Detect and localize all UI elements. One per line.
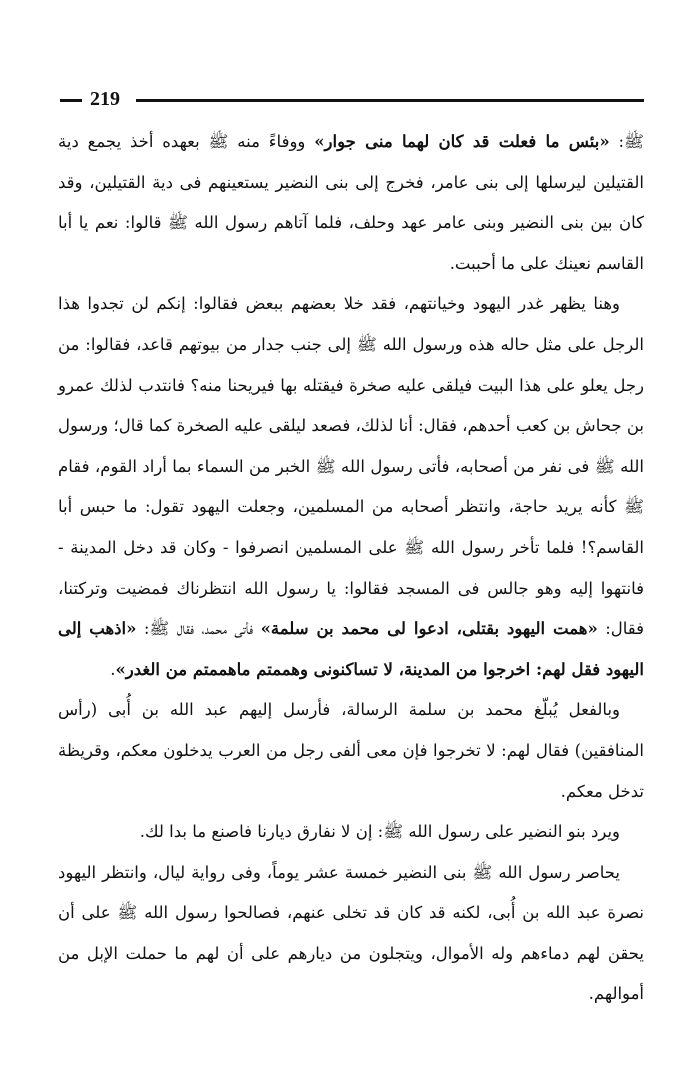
body-text: يحاصر رسول الله ﷺ بنى النضير خمسة عشر يوماً، وفى رواية ليال، وانتظر اليهود نصرة عبد الله بن أُبى، لكنه قد كان قد تخلى عنهم، فصالحوا رسول الله ﷺ على أن يحقن لهم دماءهم وله الأموال، ويتجلون من ديارهم على أن لهم ما حملت الإبل من أموالهم. xyxy=(58,862,644,1004)
body-text: وهنا يظهر غدر اليهود وخيانتهم، فقد خلا بعضهم ببعض فقالوا: إنكم لن تجدوا هذا الرجل على مثل حاله هذه ورسول الله ﷺ إلى جنب جدار من بيوتهم قاعد، فقالوا: من رجل يعلو على هذا البيت فيلقى عليه صخرة فيقتله بها فيريحنا منه؟ فانتدب لذلك عمرو بن جحاش بن كعب أحدهم، فقال: أنا لذلك، فصعد ليلقى عليه الصخرة كما قال؛ ورسول الله ﷺ فى نفر من أصحابه، فأتى رسول الله ﷺ الخبر من السماء بما أراد القوم، فقام ﷺ كأنه يريد حاجة، وانتظر أصحابه من المسلمين، وجعلت اليهود تقول: ما حبس أبا القاسم؟! فلما تأخر رسول الله ﷺ على المسلمين انصرفوا - وكان قد دخل المدينة - فانتهوا إليه وهو جالس فى المسجد فقالوا: يا رسول الله انتظرناك فمضيت وتركتنا، فقال: xyxy=(58,294,645,639)
quote-text: «اذهب إلى اليهود فقل لهم: اخرجوا من المدينة، لا تساكنونى وهممتم ماهممتم من الغدر» xyxy=(58,619,644,679)
quote-text: «همت اليهود بقتلى، ادعوا لى محمد بن سلمة» xyxy=(260,619,598,639)
body-text: فأتى محمد، فقال ﷺ: xyxy=(136,619,261,639)
header-rule-short xyxy=(60,99,82,102)
body-text: . xyxy=(110,659,116,679)
body-text: وبالفعل يُبلّغ محمد بن سلمة الرسالة، فأرسل إليهم عبد الله بن أُبى (رأس المنافقين) فقال لهم: لا تخرجوا فإن معى ألفى رجل من العرب يدخلون معكم، وقريظة تدخل معكم. xyxy=(58,700,644,801)
header-rule-long xyxy=(136,99,644,102)
paragraph xyxy=(58,853,644,1015)
body-text: ووفاءً منه ﷺ بعهده أخذ يجمع دية القتيلين ليرسلها إلى بنى عامر، فخرج إلى بنى النضير يستعينهم فى دية القتيلين، وقد كان بين بنى النضير وبنى عامر عهد وحلف، فلما آتاهم رسول الله ﷺ قالوا: نعم يا أبا القاسم نعينك على ما أحببت. xyxy=(58,132,644,273)
page-header xyxy=(60,86,644,112)
page-number: 219 xyxy=(90,88,120,110)
quote-text: «بئس ما فعلت قد كان لهما منى جوار» xyxy=(314,132,610,151)
body-text: ويرد بنو النضير على رسول الله ﷺ: إن لا نفارق ديارنا فاصنع ما بدا لك. xyxy=(139,822,620,842)
paragraph xyxy=(58,812,644,853)
paragraph xyxy=(58,122,644,284)
paragraph xyxy=(58,284,644,690)
paragraph xyxy=(58,690,644,812)
page-body xyxy=(58,122,644,1015)
body-text: ﷺ: xyxy=(609,132,644,151)
